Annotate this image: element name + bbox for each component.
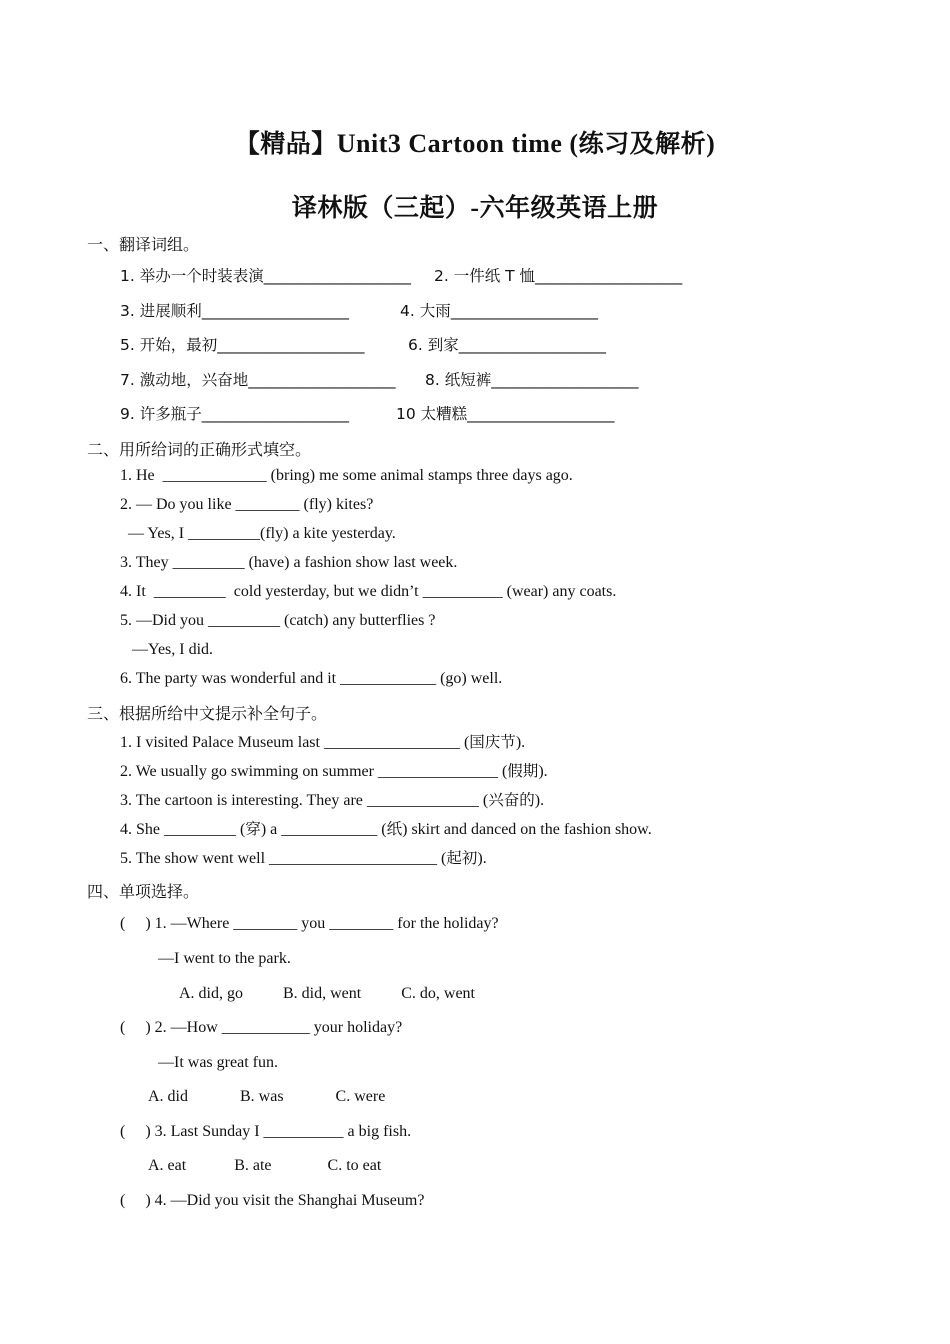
- s3-4-cn: 穿: [245, 820, 261, 838]
- s4-q2: ( ) 2. —How ___________ your holiday?: [120, 1019, 403, 1036]
- s2-item-1: 1. He _____________ (bring) me some animal stamps three days ago.: [120, 467, 573, 484]
- title2-rest: 六年级英语上册: [479, 193, 659, 222]
- s3-item-1: [120, 732, 525, 753]
- s3-2-pre: 2. We usually go swimming on summer _______________ (: [120, 763, 508, 780]
- s3-5-pre: 5. The show went well _____________________ (: [120, 850, 447, 867]
- s3-3-pre: 3. The cartoon is interesting. They are ______________ (: [120, 792, 489, 809]
- s2-item-5-reply: —Yes, I did.: [120, 641, 214, 658]
- s2-item-3: 3. They _________ (have) a fashion show last week.: [120, 554, 458, 571]
- s3-5-post: ).: [477, 850, 487, 867]
- s1-item-5: 5. 开始，最初___________________: [120, 336, 365, 354]
- s3-item-5: [120, 848, 487, 869]
- s3-4-cn2: 纸: [386, 820, 403, 838]
- s4-q3: ( ) 3. Last Sunday I __________ a big fish.: [120, 1123, 412, 1140]
- s4-q3-options: A. eat B. ate C. to eat: [148, 1157, 382, 1174]
- section-2-heading: 二、用所给词的正确形式填空。: [87, 440, 312, 459]
- s3-item-2: [120, 761, 548, 782]
- title2-cjk: 译林版（三起）: [291, 193, 471, 222]
- title-prefix: 【精品】: [234, 129, 337, 158]
- s3-2-post: ).: [538, 763, 548, 780]
- s1-item-3: 3. 进展顺利___________________: [120, 302, 349, 320]
- title-latin: Unit3 Cartoon time (: [336, 129, 579, 158]
- s3-3-post: ).: [534, 792, 545, 809]
- s1-item-4: 4. 大雨___________________: [400, 302, 598, 320]
- s3-5-cn: 起初: [446, 849, 478, 867]
- s3-1-cn: 国庆节: [469, 733, 516, 751]
- s2-item-2: 2. — Do you like ________ (fly) kites?: [120, 496, 374, 513]
- s2-item-2-reply: — Yes, I _________(fly) a kite yesterday.: [124, 525, 396, 542]
- s3-1-pre: 1. I visited Palace Museum last _________________ (: [120, 734, 470, 751]
- s1-item-6: 6. 到家___________________: [408, 336, 606, 354]
- s3-item-3: [120, 790, 544, 811]
- s3-2-cn: 假期: [507, 762, 539, 780]
- section-3-heading: 三、根据所给中文提示补全句子。: [87, 704, 328, 723]
- section-1-heading: 一、翻译词组。: [87, 235, 200, 254]
- s3-3-cn: 兴奋的: [488, 791, 535, 809]
- title-suffix: ): [706, 129, 716, 158]
- s3-4-post: ) a ____________ (: [260, 821, 387, 838]
- s2-item-4: 4. It _________ cold yesterday, but we didn’t __________ (wear) any coats.: [120, 583, 617, 600]
- s1-item-10: 10 太糟糕___________________: [396, 405, 615, 423]
- s1-item-9: 9. 许多瓶子___________________: [120, 405, 349, 423]
- document-title-line-2: [0, 188, 950, 224]
- s4-q2-reply: —It was great fun.: [158, 1054, 278, 1071]
- s4-q1: ( ) 1. —Where ________ you ________ for the holiday?: [120, 915, 499, 932]
- s3-4-pre: 4. She _________ (: [120, 821, 246, 838]
- s1-item-7: 7. 激动地，兴奋地___________________: [120, 371, 396, 389]
- document-title-line-1: [0, 124, 950, 160]
- s1-item-8: 8. 纸短裤___________________: [425, 371, 639, 389]
- s4-q1-reply: —I went to the park.: [158, 950, 291, 967]
- s4-q2-options: A. did B. was C. were: [148, 1088, 386, 1105]
- s2-item-5: 5. —Did you _________ (catch) any butterflies ?: [120, 612, 436, 629]
- s2-item-6: 6. The party was wonderful and it ____________ (go) well.: [120, 670, 503, 687]
- section-4-heading: 四、单项选择。: [87, 882, 200, 901]
- s4-q1-options: A. did, go B. did, went C. do, went: [179, 985, 475, 1002]
- title2-dash: -: [470, 193, 480, 222]
- s3-1-post: ).: [515, 734, 526, 751]
- s1-item-1: 1. 举办一个时装表演___________________: [120, 267, 411, 285]
- title-cjk: 练习及解析: [578, 129, 707, 158]
- s3-item-4: [120, 819, 652, 840]
- s1-item-2: 2. 一件纸 T 恤___________________: [434, 267, 683, 285]
- s3-4-post2: ) skirt and danced on the fashion show.: [402, 821, 652, 838]
- s4-q4: ( ) 4. —Did you visit the Shanghai Museum?: [120, 1192, 425, 1209]
